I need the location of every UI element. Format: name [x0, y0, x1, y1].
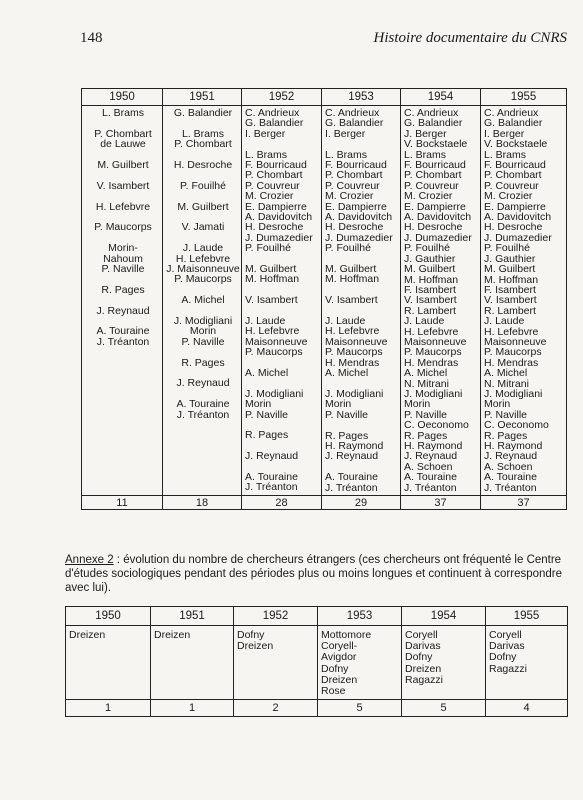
page-number: 148 [80, 30, 103, 46]
researcher-name: G. Balandier [404, 118, 463, 129]
researcher-name: J. Dumazedier [484, 232, 552, 244]
researcher-name: J. Tréanton [404, 482, 457, 494]
researcher-name: Maisonneuve [404, 336, 467, 348]
spacer [166, 191, 240, 201]
researcher-name: Coryell- [321, 641, 358, 653]
researcher-name: H. Lefebvre [404, 326, 459, 337]
researcher-name: M. Guilbert [245, 264, 297, 275]
year-header-row [82, 89, 567, 106]
spacer [166, 347, 240, 357]
spacer [245, 139, 320, 149]
researcher-name: P. Fouilhé [325, 243, 371, 254]
year-header: 1954 [402, 607, 486, 626]
total-count: 5 [318, 700, 402, 717]
year-column [318, 626, 402, 700]
year-column [66, 626, 151, 700]
researcher-name: J. Maisonneuve [166, 264, 240, 275]
researcher-name: J. Reynaud [176, 378, 230, 389]
spacer [245, 254, 320, 264]
researcher-name: Ragazzi [489, 663, 527, 675]
researcher-name: J. Modigliani [484, 388, 543, 400]
researcher-name: H. Raymond [325, 440, 384, 452]
researcher-name: J. Reynaud [325, 451, 379, 462]
researcher-name: F. Isambert [484, 284, 536, 296]
researcher-name: J. Reynaud [484, 451, 538, 462]
researcher-name: A. Michel [325, 368, 369, 379]
total-count: 37 [481, 496, 567, 510]
researcher-name: P. Fouilhé [484, 243, 530, 254]
researcher-name: V. Isambert [404, 295, 457, 306]
researcher-name: P. Couvreur [484, 180, 539, 192]
researcher-name: M. Guilbert [177, 201, 229, 212]
researcher-name: Dreizen [405, 663, 442, 675]
researcher-name: J. Laude [325, 316, 366, 327]
researcher-name: G. Balandier [173, 108, 233, 119]
total-count: 28 [242, 496, 322, 510]
researcher-name: P. Naville [404, 409, 447, 421]
researcher-name: L. Brams [101, 108, 144, 119]
spacer [325, 462, 399, 472]
researcher-name: A. Touraine [404, 472, 457, 483]
annex-2-caption [65, 553, 569, 595]
researcher-name: J. Laude [484, 316, 525, 327]
spacer [85, 118, 161, 128]
researcher-name: H. Lefebvre [95, 201, 151, 212]
researcher-name: M. Guilbert [325, 264, 377, 275]
researcher-name: R. Lambert [404, 305, 456, 317]
spacer [166, 368, 240, 378]
researcher-name: H. Mendras [404, 357, 459, 369]
researcher-name: P. Chombart [404, 170, 462, 181]
spacer [325, 306, 399, 316]
researcher-name: P. Maucorps [174, 274, 232, 285]
researcher-name: L. Brams [245, 149, 288, 161]
researcher-name: J. Gauthier [404, 253, 456, 265]
researcher-name: M. Hoffman [484, 274, 539, 285]
researcher-name: M. Guilbert [484, 264, 536, 275]
researcher-name: C. Andrieux [325, 108, 380, 119]
researcher-name: P. Chombart [325, 170, 383, 181]
year-header: 1951 [151, 607, 234, 626]
year-header: 1952 [242, 89, 322, 106]
researcher-name: J. Tréanton [96, 336, 150, 348]
researcher-name: V. Isambert [325, 295, 378, 306]
researcher-name: Dofny [489, 652, 517, 664]
year-header-row [66, 607, 568, 626]
total-count: 11 [82, 496, 163, 510]
spacer [166, 306, 240, 316]
researcher-name: Dofny [405, 652, 433, 664]
spacer [85, 170, 161, 180]
researcher-name: H. Desroche [404, 222, 463, 233]
researcher-name: J. Tréanton [325, 482, 378, 493]
spacer [325, 139, 399, 149]
researcher-name: Morin [404, 399, 431, 410]
researcher-name: J. Reynaud [245, 451, 299, 462]
researcher-name: J. Dumazedier [404, 232, 472, 244]
researcher-name: P. Naville [101, 264, 145, 275]
year-header: 1955 [486, 607, 568, 626]
researcher-name: M. Hoffman [404, 274, 459, 285]
researcher-name: V. Bockstaele [404, 139, 468, 150]
year-column [242, 106, 322, 496]
researcher-name: M. Crozier [325, 191, 374, 202]
researcher-name: Morin [189, 326, 217, 337]
spacer [325, 254, 399, 264]
researcher-name: J. Gauthier [484, 253, 536, 265]
researcher-name: Dofny [321, 663, 349, 675]
researcher-name: G. Balandier [245, 118, 304, 129]
researcher-name: Dofny [237, 630, 265, 641]
researcher-name: Morin [484, 399, 511, 410]
researcher-name: Morin [325, 399, 352, 410]
researcher-name: J. Laude [245, 316, 286, 327]
year-column [163, 106, 242, 496]
researcher-name: E. Dampierre [325, 201, 387, 213]
researcher-name: A. Davidovitch [404, 212, 472, 223]
researcher-name: J. Reynaud [404, 451, 458, 462]
spacer [245, 285, 320, 295]
researcher-name: P. Couvreur [245, 180, 300, 192]
researcher-name: Nahoum [103, 253, 143, 264]
annex-text: : évolution du nombre de chercheurs étrangers (ces chercheurs ont fréquenté le Centre d'études sociologiques pendant des périodes plus ou moins longues et continuent à correspondre avec lui). [65, 554, 563, 594]
total-count: 37 [401, 496, 481, 510]
researcher-name: Morin [245, 399, 272, 410]
researcher-name: C. Andrieux [245, 108, 300, 119]
researcher-name: M. Crozier [245, 191, 294, 202]
spacer [85, 274, 161, 284]
researcher-name: P. Couvreur [325, 180, 380, 192]
spacer [325, 420, 399, 430]
total-count: 2 [234, 700, 318, 717]
researcher-name: H. Mendras [484, 357, 539, 369]
year-column [234, 626, 318, 700]
researcher-name: Maisonneuve [484, 336, 547, 348]
year-header: 1950 [66, 607, 151, 626]
page-header [80, 30, 567, 52]
spacer [85, 191, 161, 201]
researcher-name: Morin- [108, 243, 138, 254]
researcher-name: A. Touraine [245, 472, 298, 483]
researcher-name: P. Maucorps [245, 347, 303, 358]
researcher-name: A. Touraine [176, 399, 230, 410]
year-column [401, 106, 481, 496]
researcher-name: G. Balandier [325, 118, 384, 129]
researcher-name: P. Fouilhé [180, 180, 226, 192]
researcher-name: H. Desroche [173, 160, 233, 171]
researcher-name: M. Hoffman [325, 274, 380, 285]
researcher-name: J. Reynaud [96, 305, 150, 316]
researcher-name: P. Fouilhé [245, 243, 291, 254]
spacer [245, 441, 320, 451]
researcher-name: I. Berger [245, 128, 286, 140]
researchers-table [81, 88, 567, 510]
spacer [166, 389, 240, 399]
researcher-name: G. Balandier [484, 118, 543, 129]
researcher-name: Dreizen [154, 630, 191, 641]
researcher-name: R. Pages [101, 284, 145, 296]
researcher-name: V. Isambert [96, 180, 150, 192]
researcher-name: P. Chombart [484, 170, 542, 181]
spacer [85, 295, 161, 305]
researcher-name: Darivas [489, 641, 525, 653]
total-count: 4 [486, 700, 568, 717]
researcher-name: P. Maucorps [94, 222, 152, 233]
year-column [82, 106, 163, 496]
researcher-name: R. Pages [325, 430, 369, 441]
researcher-name: V. Isambert [484, 295, 537, 306]
researcher-name: Dreizen [237, 641, 274, 653]
spacer [85, 150, 161, 160]
researcher-name: J. Tréanton [245, 482, 298, 493]
researcher-name: A. Davidovitch [325, 212, 393, 223]
researcher-name: P. Naville [325, 409, 368, 421]
researcher-name: A. Touraine [484, 472, 537, 483]
researcher-name: P. Maucorps [484, 347, 542, 358]
researcher-name: J. Modigliani [245, 388, 304, 400]
researcher-name: Avigdor [321, 652, 357, 664]
researcher-name: J. Modigliani [404, 388, 463, 400]
researcher-name: L. Brams [484, 149, 527, 161]
researcher-name: P. Couvreur [404, 180, 459, 192]
spacer [166, 118, 240, 128]
researcher-name: H. Desroche [325, 222, 384, 233]
spacer [325, 379, 399, 389]
researcher-name: A. Michel [404, 368, 448, 379]
researcher-name: H. Desroche [245, 222, 304, 233]
researcher-name: H. Raymond [404, 441, 463, 452]
total-count: 18 [163, 496, 242, 510]
total-count: 1 [151, 700, 234, 717]
researcher-name: C. Oeconomo [404, 420, 469, 431]
spacer [245, 378, 320, 388]
spacer [245, 306, 320, 316]
researcher-name: R. Pages [404, 430, 448, 441]
researcher-name: Coryell [489, 630, 522, 641]
researcher-name: P. Naville [181, 336, 225, 348]
researcher-name: Rose [321, 686, 346, 698]
researcher-name: Coryell [405, 630, 438, 641]
year-header: 1952 [234, 607, 318, 626]
researcher-name: A. Davidovitch [484, 212, 552, 223]
spacer [85, 233, 161, 243]
names-row [66, 626, 568, 700]
names-row [82, 106, 567, 496]
year-header: 1953 [318, 607, 402, 626]
researcher-name: M. Guilbert [97, 160, 149, 171]
researcher-name: Maisonneuve [325, 336, 388, 348]
researcher-name: V. Jamati [181, 222, 225, 233]
researcher-name: Maisonneuve [245, 336, 308, 348]
running-title: Histoire documentaire du CNRS [373, 30, 567, 46]
researcher-name: P. Naville [484, 409, 527, 421]
researcher-name: A. Michel [181, 295, 225, 306]
researcher-name: M. Hoffman [245, 274, 300, 285]
researcher-name: A. Davidovitch [245, 212, 313, 223]
researcher-name: H. Mendras [325, 357, 380, 369]
researcher-name: J. Modigliani [325, 388, 384, 400]
researcher-name: C. Andrieux [484, 108, 539, 119]
researcher-name: H. Lefebvre [245, 326, 300, 337]
researcher-name: P. Naville [245, 409, 288, 421]
year-header: 1954 [401, 89, 481, 106]
researcher-name: C. Andrieux [404, 108, 459, 119]
researcher-name: F. Bourricaud [404, 160, 466, 171]
year-header: 1953 [322, 89, 401, 106]
spacer [245, 358, 320, 368]
totals-row [82, 496, 567, 510]
year-column [322, 106, 401, 496]
researcher-name: H. Desroche [484, 222, 543, 233]
researcher-name: E. Dampierre [404, 201, 466, 213]
year-header: 1951 [163, 89, 242, 106]
total-count: 5 [402, 700, 486, 717]
researcher-name: Dreizen [69, 630, 106, 641]
researcher-name: P. Chombart [174, 139, 232, 150]
researcher-name: J. Laude [404, 316, 445, 327]
year-column [151, 626, 234, 700]
spacer [245, 462, 320, 472]
researcher-name: V. Isambert [245, 295, 298, 306]
researcher-name: E. Dampierre [245, 201, 307, 213]
spacer [245, 420, 320, 430]
researcher-name: J. Laude [182, 243, 224, 254]
researcher-name: L. Brams [181, 128, 224, 140]
researcher-name: P. Chombart [94, 128, 152, 140]
spacer [166, 212, 240, 222]
spacer [85, 212, 161, 222]
researcher-name: J. Dumazedier [245, 232, 313, 244]
year-column [402, 626, 486, 700]
researcher-name: V. Bockstaele [484, 139, 548, 150]
researcher-name: H. Lefebvre [484, 326, 539, 337]
researcher-name: J. Tréanton [484, 482, 537, 494]
researcher-name: Dreizen [321, 674, 358, 686]
researcher-name: P. Chombart [245, 170, 303, 181]
researcher-name: H. Lefebvre [175, 253, 231, 264]
researcher-name: F. Isambert [404, 284, 456, 296]
year-header: 1950 [82, 89, 163, 106]
spacer [166, 170, 240, 180]
researcher-name: J. Modigliani [173, 316, 233, 327]
researcher-name: H. Raymond [484, 441, 543, 452]
researcher-name: A. Michel [484, 368, 528, 379]
researcher-name: J. Berger [404, 128, 447, 140]
spacer [325, 285, 399, 295]
researcher-name: L. Brams [325, 149, 368, 161]
researcher-name: P. Fouilhé [404, 243, 450, 254]
total-count: 1 [66, 700, 151, 717]
researcher-name: N. Mitrani [484, 378, 529, 389]
researcher-name: R. Pages [484, 430, 528, 441]
spacer [166, 285, 240, 295]
researcher-name: de Lauwe [100, 139, 146, 150]
researcher-name: R. Pages [245, 430, 289, 441]
year-column [486, 626, 568, 700]
researcher-name: M. Guilbert [404, 264, 456, 275]
researcher-name: A. Touraine [96, 326, 150, 337]
researcher-name: C. Oeconomo [484, 420, 549, 431]
researcher-name: R. Lambert [484, 305, 536, 317]
researcher-name: J. Tréanton [176, 409, 230, 421]
researcher-name: H. Lefebvre [325, 326, 380, 337]
researcher-name: M. Crozier [484, 191, 533, 202]
researcher-name: Ragazzi [405, 674, 443, 686]
researcher-name: R. Pages [181, 357, 225, 369]
researcher-name: P. Maucorps [325, 347, 383, 358]
researcher-name: A. Schoen [404, 461, 453, 473]
researcher-name: F. Bourricaud [325, 160, 387, 171]
researcher-name: Darivas [405, 641, 441, 653]
year-column [481, 106, 567, 496]
researcher-name: N. Mitrani [404, 378, 449, 389]
researcher-name: M. Crozier [404, 191, 453, 202]
spacer [166, 233, 240, 243]
researcher-name: A. Schoen [484, 461, 533, 473]
year-header: 1955 [481, 89, 567, 106]
researcher-name: A. Michel [245, 368, 289, 379]
researcher-name: F. Bourricaud [245, 160, 307, 171]
researcher-name: I. Berger [325, 128, 366, 140]
researcher-name: J. Dumazedier [325, 232, 393, 244]
foreign-researchers-table [65, 606, 568, 717]
researcher-name: P. Maucorps [404, 347, 462, 358]
spacer [166, 150, 240, 160]
researcher-name: I. Berger [484, 128, 525, 140]
researcher-name: A. Touraine [325, 472, 378, 483]
annex-label: Annexe 2 [65, 554, 114, 566]
researcher-name: Mottomore [321, 630, 372, 641]
total-count: 29 [322, 496, 401, 510]
spacer [85, 316, 161, 326]
researcher-name: L. Brams [404, 149, 447, 161]
totals-row [66, 700, 568, 717]
researcher-name: E. Dampierre [484, 201, 546, 213]
researcher-name: F. Bourricaud [484, 160, 546, 171]
